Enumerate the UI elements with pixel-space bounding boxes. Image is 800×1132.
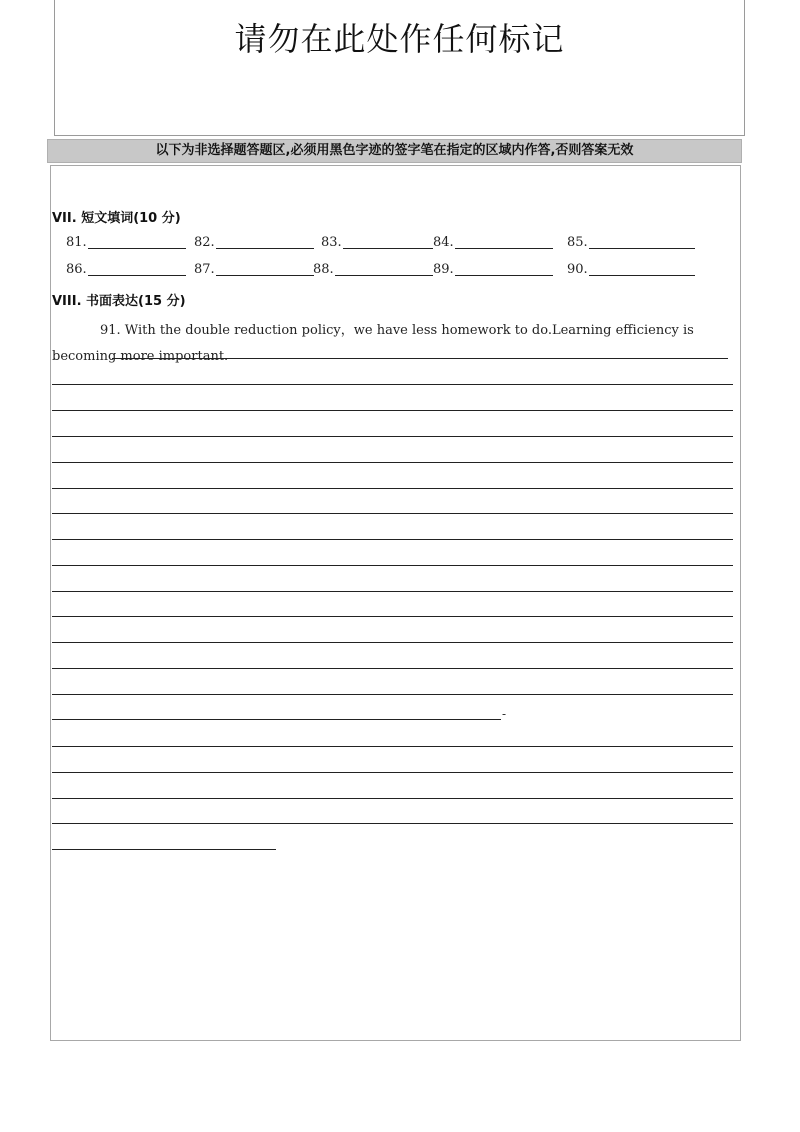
section-8-title: VIII. 书面表达(15 分) bbox=[52, 294, 186, 309]
writing-line[interactable] bbox=[52, 488, 733, 489]
writing-line[interactable] bbox=[52, 462, 733, 463]
no-mark-area bbox=[54, 0, 745, 136]
blank-line[interactable] bbox=[589, 275, 695, 276]
answer-area-banner: 以下为非选择题答题区,必须用黑色字迹的签字笔在指定的区域内作答,否则答案无效 bbox=[47, 139, 742, 163]
blank-line[interactable] bbox=[455, 248, 553, 249]
blank-number: 89. bbox=[433, 262, 454, 277]
writing-line[interactable] bbox=[52, 668, 733, 669]
writing-line[interactable] bbox=[52, 410, 733, 411]
blank-86[interactable] bbox=[66, 262, 186, 278]
blank-number: 87. bbox=[194, 262, 215, 277]
blank-85[interactable] bbox=[567, 235, 695, 251]
writing-line[interactable] bbox=[52, 591, 733, 592]
writing-line[interactable] bbox=[52, 746, 733, 747]
blank-line[interactable] bbox=[455, 275, 553, 276]
blank-line[interactable] bbox=[88, 275, 186, 276]
writing-line[interactable] bbox=[112, 358, 728, 359]
writing-line[interactable] bbox=[52, 384, 733, 385]
writing-prompt-text: 91. With the double reduction policy，we have less homework to do.Learning efficiency is becoming more important. bbox=[52, 323, 694, 364]
blank-87[interactable] bbox=[194, 262, 314, 278]
blank-number: 84. bbox=[433, 235, 454, 250]
writing-line[interactable] bbox=[52, 849, 276, 850]
writing-line[interactable] bbox=[52, 719, 501, 720]
blank-89[interactable] bbox=[433, 262, 553, 278]
writing-line[interactable] bbox=[52, 642, 733, 643]
blank-83[interactable] bbox=[321, 235, 433, 251]
section-7-title: VII. 短文填词(10 分) bbox=[52, 211, 181, 226]
blank-number: 88. bbox=[313, 262, 334, 277]
no-mark-title: 请勿在此处作任何标记 bbox=[234, 20, 565, 58]
writing-line[interactable] bbox=[52, 513, 733, 514]
blank-number: 82. bbox=[194, 235, 215, 250]
blank-line[interactable] bbox=[343, 248, 433, 249]
blank-81[interactable] bbox=[66, 235, 186, 251]
blank-82[interactable] bbox=[194, 235, 314, 251]
blank-number: 85. bbox=[567, 235, 588, 250]
blank-number: 81. bbox=[66, 235, 87, 250]
writing-prompt bbox=[52, 318, 732, 370]
writing-line[interactable] bbox=[52, 798, 733, 799]
blank-line[interactable] bbox=[216, 248, 314, 249]
blank-84[interactable] bbox=[433, 235, 553, 251]
writing-line[interactable] bbox=[52, 823, 733, 824]
blank-number: 90. bbox=[567, 262, 588, 277]
blank-line[interactable] bbox=[589, 248, 695, 249]
dash-mark: - bbox=[502, 707, 507, 721]
writing-line[interactable] bbox=[52, 565, 733, 566]
blank-line[interactable] bbox=[335, 275, 433, 276]
writing-line[interactable] bbox=[52, 616, 733, 617]
blank-number: 83. bbox=[321, 235, 342, 250]
blank-line[interactable] bbox=[88, 248, 186, 249]
writing-line[interactable] bbox=[52, 436, 733, 437]
writing-line[interactable] bbox=[52, 539, 733, 540]
writing-line[interactable] bbox=[52, 694, 733, 695]
blank-90[interactable] bbox=[567, 262, 695, 278]
blank-number: 86. bbox=[66, 262, 87, 277]
blank-88[interactable] bbox=[313, 262, 433, 278]
blank-line[interactable] bbox=[216, 275, 314, 276]
writing-line[interactable] bbox=[52, 772, 733, 773]
